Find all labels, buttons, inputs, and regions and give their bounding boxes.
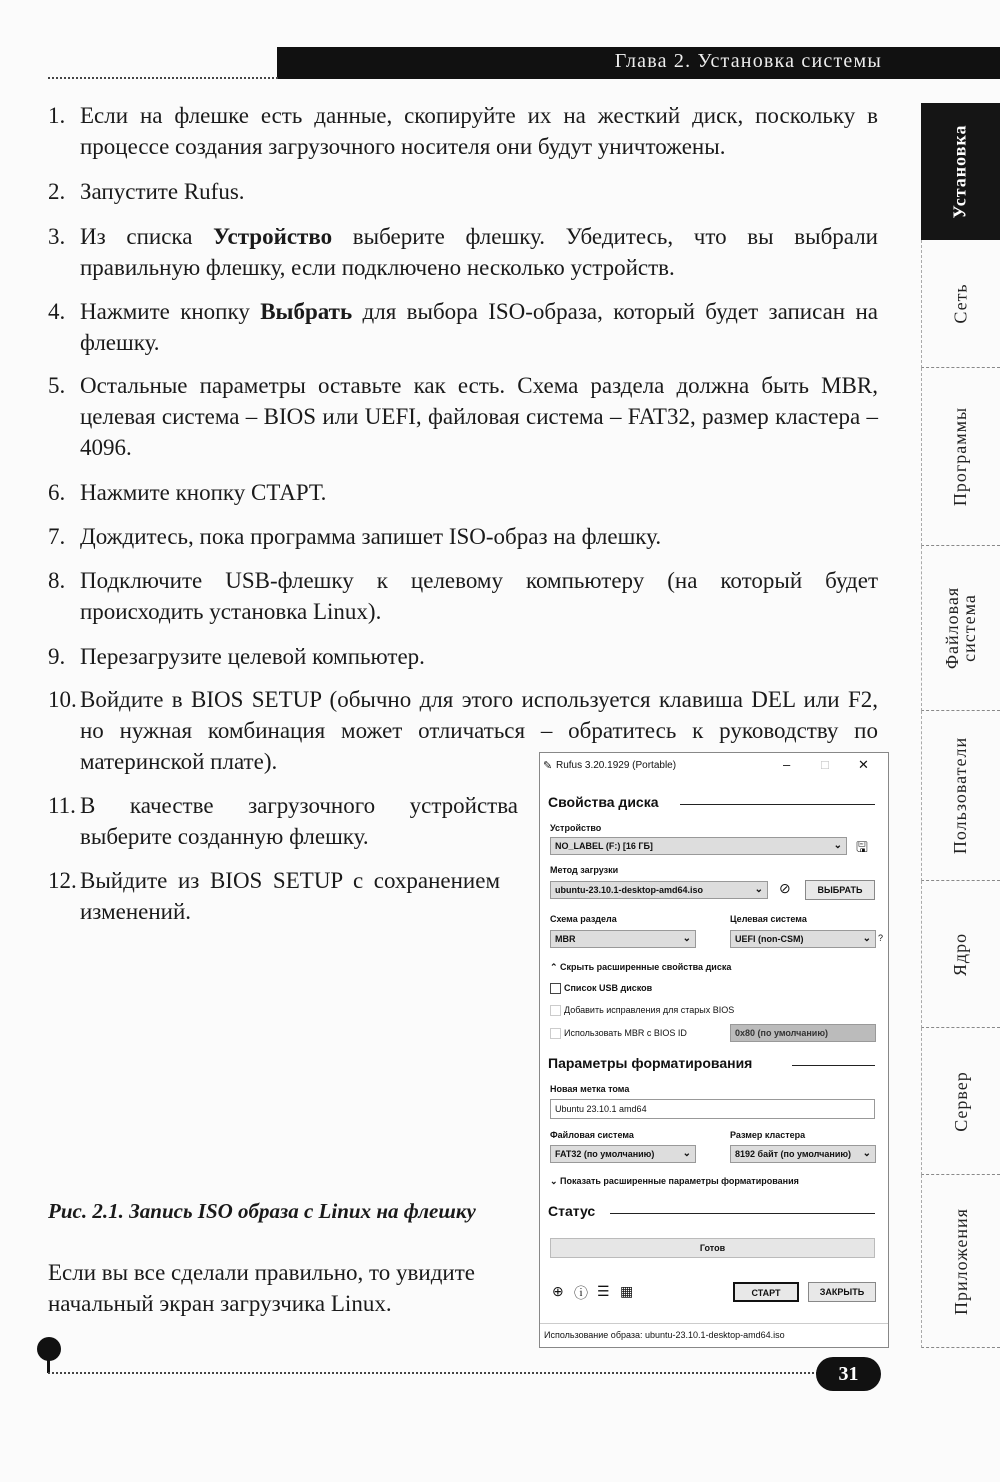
checkbox-box	[550, 1005, 561, 1016]
tab-users[interactable]	[921, 711, 1000, 881]
statusbar-text: Использование образа: ubuntu-23.10.1-desktop-amd64.iso	[544, 1330, 785, 1340]
step-number: 8.	[48, 568, 66, 593]
close-button[interactable]: ЗАКРЫТЬ	[808, 1282, 876, 1302]
volume-label-caption: Новая метка тома	[550, 1084, 630, 1094]
target-system-value: UEFI (non-CSM)	[735, 934, 804, 944]
list-item	[48, 100, 878, 162]
tab-label: Установка	[950, 124, 970, 219]
boot-method-select[interactable]	[550, 881, 768, 899]
help-icon[interactable]: ?	[878, 933, 884, 943]
device-select[interactable]	[550, 837, 847, 855]
status-progress-bar: Готов	[550, 1238, 875, 1258]
partition-scheme-value: MBR	[555, 934, 576, 944]
tab-label: Пользователи	[950, 736, 971, 855]
maximize-icon[interactable]: □	[821, 757, 829, 772]
tab-kernel[interactable]	[921, 881, 1000, 1028]
step-number: 10.	[48, 687, 77, 712]
section-rule	[610, 1213, 875, 1214]
boot-method-label: Метод загрузки	[550, 865, 619, 875]
mbr-bios-id-checkbox[interactable]: Использовать MBR с BIOS ID	[550, 1028, 687, 1039]
closing-paragraph: Если вы все сделали правильно, то увидите начальный экран загрузчика Linux.	[48, 1260, 475, 1316]
tab-programs[interactable]	[921, 368, 1000, 546]
step-number: 3.	[48, 224, 66, 249]
section-rule	[792, 1065, 875, 1066]
format-options-heading: Параметры форматирования	[548, 1055, 753, 1071]
step-text: Нажмите кнопку СТАРТ.	[80, 480, 327, 505]
step-text: Войдите в BIOS SETUP (обычно для этого используется клавиша DEL или F2, но нужная комбинация может отличаться – обратитесь к руководству по материнской плате).	[80, 687, 878, 774]
pen-icon: ✎	[543, 760, 553, 772]
show-advanced-format-label: Показать расширенные параметры форматирования	[560, 1176, 799, 1186]
log-icon[interactable]: ▦	[620, 1283, 634, 1299]
section-rule	[680, 804, 875, 805]
tab-server[interactable]	[921, 1028, 1000, 1175]
minimize-icon[interactable]: –	[783, 757, 791, 772]
settings-sliders-icon[interactable]: ☰	[597, 1283, 610, 1299]
drive-properties-heading: Свойства диска	[548, 794, 659, 810]
chapter-header-bar	[277, 47, 1000, 79]
footer-bullet	[37, 1337, 61, 1361]
footer-dotted-rule	[48, 1372, 818, 1374]
chevron-down-icon: ⌄	[862, 933, 871, 944]
step-text: Выйдите из BIOS SETUP с сохранением изменений.	[80, 868, 500, 924]
save-icon[interactable]: 🖫	[856, 839, 868, 855]
chevron-down-icon: ⌄	[862, 1148, 871, 1159]
hide-advanced-drive-toggle[interactable]: ⌃ Скрыть расширенные свойства диска	[550, 962, 732, 972]
tab-network[interactable]	[921, 240, 1000, 368]
chapter-side-tabs	[921, 103, 1000, 1348]
globe-icon[interactable]: ⊕	[552, 1283, 564, 1299]
cluster-size-select[interactable]	[730, 1145, 876, 1163]
rufus-window	[539, 752, 889, 1348]
tab-label: Сервер	[950, 1070, 971, 1132]
rufus-titlebar	[540, 753, 888, 779]
step-text: Перезагрузите целевой компьютер.	[80, 644, 425, 669]
step-text: Запустите Rufus.	[80, 179, 245, 204]
target-system-label: Целевая система	[730, 914, 807, 924]
step-number: 6.	[48, 480, 66, 505]
volume-label-input[interactable]: Ubuntu 23.10.1 amd64	[550, 1099, 875, 1119]
step-number: 12.	[48, 868, 77, 893]
tab-label: Файловая система	[942, 586, 980, 670]
step-number: 5.	[48, 373, 66, 398]
page-number: 31	[816, 1357, 881, 1391]
step-text: Если на флешке есть данные, скопируйте их на жесткий диск, поскольку в процессе создания загрузочного носителя они будут уничтожены.	[80, 103, 878, 159]
close-icon[interactable]: ✕	[858, 757, 869, 772]
chevron-down-icon: ⌄	[682, 933, 691, 944]
filesystem-label: Файловая система	[550, 1130, 634, 1140]
chevron-down-icon: ⌄	[754, 884, 763, 895]
step-text: Остальные параметры оставьте как есть. Схема раздела должна быть MBR, целевая система – BIOS или UEFI, файловая система – FAT32, размер кластера – 4096.	[80, 373, 878, 460]
cluster-size-label: Размер кластера	[730, 1130, 806, 1140]
step-number: 2.	[48, 179, 66, 204]
start-button[interactable]: СТАРТ	[733, 1282, 799, 1302]
checkbox-box	[550, 983, 561, 994]
step-number: 11.	[48, 793, 76, 818]
step-text: Дождитесь, пока программа запишет ISO-образ на флешку.	[80, 524, 662, 549]
step-text: Из списка Устройство выберите флешку. Убедитесь, что вы выбрали правильную флешку, если подключено несколько устройств.	[80, 224, 878, 280]
show-advanced-format-toggle[interactable]: ⌄ Показать расширенные параметры форматирования	[550, 1176, 799, 1186]
step-number: 1.	[48, 103, 66, 128]
step-number: 7.	[48, 524, 66, 549]
target-system-select[interactable]	[730, 930, 876, 948]
usb-list-checkbox[interactable]: Список USB дисков	[550, 983, 652, 994]
info-icon[interactable]: ⓘ	[574, 1285, 588, 1301]
chevron-down-icon: ⌄	[682, 1148, 691, 1159]
tab-filesystem[interactable]	[921, 546, 1000, 711]
cluster-size-value: 8192 байт (по умолчанию)	[735, 1149, 852, 1159]
filesystem-value: FAT32 (по умолчанию)	[555, 1149, 655, 1159]
tab-label: Программы	[950, 406, 971, 507]
check-circle-icon[interactable]: ⊘	[779, 880, 791, 896]
chevron-down-icon: ⌄	[833, 840, 842, 851]
step-text: Подключите USB-флешку к целевому компьютеру (на который будет происходить установка Linux).	[80, 568, 878, 624]
header-dotted-rule	[48, 77, 278, 79]
figure-caption: Рис. 2.1. Запись ISO образа с Linux на флешку	[48, 1199, 476, 1223]
step-number: 4.	[48, 299, 66, 324]
device-value: NO_LABEL (F:) [16 ГБ]	[555, 841, 653, 851]
chapter-title: Глава 2. Установка системы	[614, 50, 882, 72]
device-label: Устройство	[550, 823, 602, 833]
partition-scheme-select[interactable]	[550, 930, 696, 948]
hide-advanced-label: Скрыть расширенные свойства диска	[560, 962, 732, 972]
tab-label: Ядро	[950, 932, 971, 976]
step-text: В качестве загрузочного устройства выберите созданную флешку.	[80, 793, 518, 849]
tab-label: Приложения	[950, 1207, 971, 1315]
statusbar-divider	[540, 1323, 888, 1324]
checkbox-box	[550, 1028, 561, 1039]
boot-method-value: ubuntu-23.10.1-desktop-amd64.iso	[555, 885, 704, 895]
tab-label: Сеть	[950, 283, 971, 324]
bios-id-value: 0x80 (по умолчанию)	[735, 1028, 829, 1038]
select-image-button[interactable]: ВЫБРАТЬ	[805, 880, 875, 900]
rufus-window-title: Rufus 3.20.1929 (Portable)	[556, 760, 677, 771]
step-number: 9.	[48, 644, 66, 669]
tab-installation[interactable]	[921, 103, 1000, 240]
step-text: Нажмите кнопку Выбрать для выбора ISO-образа, который будет записан на флешку.	[80, 299, 878, 355]
status-heading: Статус	[548, 1203, 596, 1219]
filesystem-select[interactable]	[550, 1145, 696, 1163]
bios-id-select[interactable]	[730, 1024, 876, 1042]
tab-applications[interactable]	[921, 1175, 1000, 1348]
old-bios-fix-checkbox[interactable]: Добавить исправления для старых BIOS	[550, 1005, 734, 1016]
partition-scheme-label: Схема раздела	[550, 914, 617, 924]
